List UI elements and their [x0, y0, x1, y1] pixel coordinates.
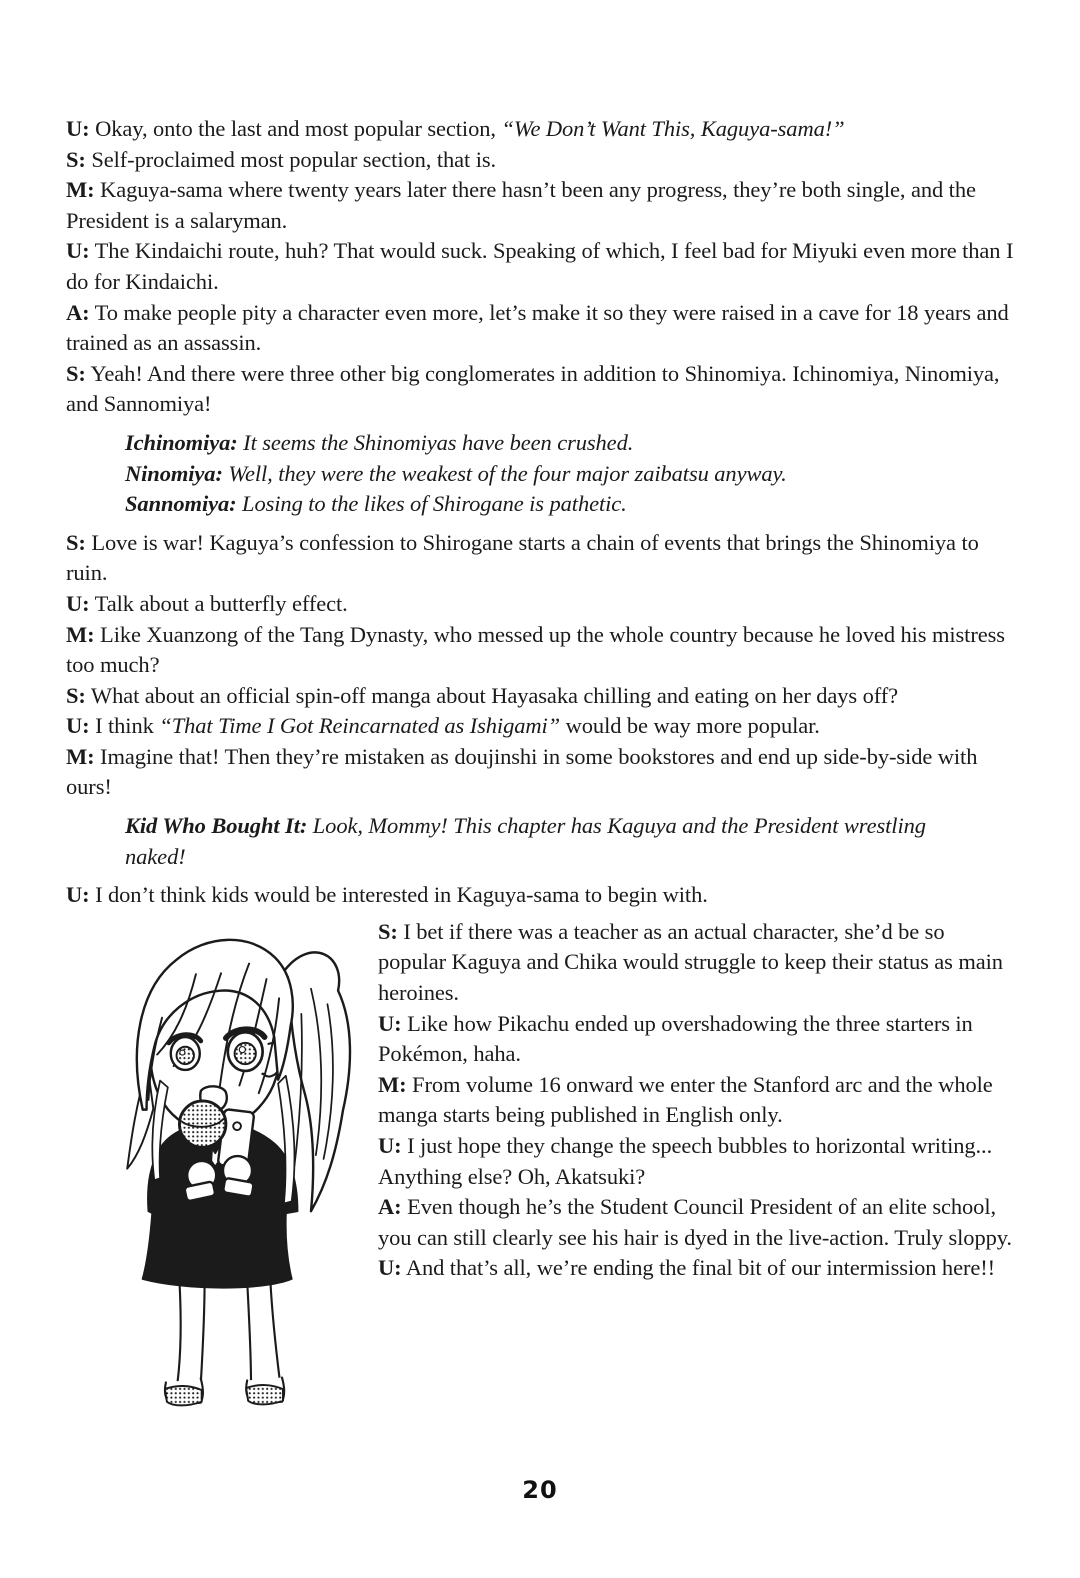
text-segment: S:	[378, 918, 398, 944]
text-segment: It seems the Shinomiyas have been crushed.	[237, 429, 634, 455]
dialogue-line	[66, 880, 1017, 911]
text-segment: “That Time I Got Reincarnated as Ishigami”	[159, 713, 561, 739]
text-segment: Kaguya-sama where twenty years later there hasn’t been any progress, they’re both single, and the President is a salaryman.	[66, 177, 976, 233]
text-segment: S:	[66, 529, 86, 555]
text-segment: Yeah! And there were three other big conglomerates in addition to Shinomiya. Ichinomiya, Ninomiya, and Sannomiya!	[66, 360, 1000, 417]
text-segment: S:	[66, 682, 86, 708]
dialogue-line	[66, 528, 1017, 589]
text-segment: Like how Pikachu ended up overshadowing the three starters in Pokémon, haha.	[378, 1010, 973, 1067]
text-segment: Look, Mommy! This chapter has Kaguya and the President wrestling naked!	[125, 813, 926, 869]
dialogue-line	[66, 742, 1017, 803]
dialogue-line	[66, 589, 1017, 620]
bottom-section	[66, 917, 1017, 1424]
dialogue-line	[66, 175, 1017, 236]
dialogue-line	[378, 1070, 1017, 1131]
text-segment: U:	[378, 1133, 402, 1158]
dialogue-line	[66, 298, 1017, 359]
dialogue-line	[378, 1131, 1017, 1192]
text-segment: From volume 16 onward we enter the Stanford arc and the whole manga starts being published in English only.	[378, 1071, 993, 1128]
dialogue-line	[66, 145, 1017, 176]
dialogue-line	[66, 236, 1017, 297]
text-segment: The Kindaichi route, huh? That would suck. Speaking of which, I feel bad for Miyuki even more than I do for Kindaichi.	[66, 238, 1014, 294]
illustration-cell	[66, 917, 378, 1424]
text-segment: Sannomiya:	[125, 491, 237, 517]
text-segment: Ninomiya:	[125, 460, 223, 486]
text-segment: U:	[66, 116, 90, 141]
text-segment: Like Xuanzong of the Tang Dynasty, who messed up the whole country because he loved his mistress too much?	[66, 621, 1005, 678]
dialogue-line	[378, 917, 1017, 1009]
text-segment: S:	[66, 146, 86, 172]
text-segment: U:	[66, 590, 90, 616]
text-segment: U:	[378, 1010, 402, 1036]
text-segment: Even though he’s the Student Council President of an elite school, you can still clearly see his hair is dyed in the live-action. Truly sloppy.	[378, 1194, 1012, 1250]
text-segment: Kid Who Bought It:	[125, 813, 308, 839]
text-segment: U:	[378, 1255, 402, 1281]
text-segment: Imagine that! Then they’re mistaken as doujinshi in some bookstores and end up side-by-side with ours!	[66, 743, 978, 800]
text-segment: Ichinomiya:	[125, 429, 238, 455]
transcript	[66, 114, 1017, 1424]
transcript-main	[66, 114, 1017, 911]
chibi-reporter-illustration	[104, 921, 370, 1424]
aside-line	[125, 428, 1017, 459]
transcript-bottom-column	[378, 917, 1017, 1284]
text-segment: “We Don’t Want This, Kaguya-sama!”	[501, 116, 845, 141]
dialogue-line	[378, 1009, 1017, 1070]
text-segment: I just hope they change the speech bubbles to horizontal writing... Anything else? Oh, Akatsuki?	[378, 1133, 993, 1189]
text-segment: I think	[89, 713, 160, 739]
text-segment: Well, they were the weakest of the four major zaibatsu anyway.	[222, 460, 787, 486]
text-segment: Talk about a butterfly effect.	[89, 590, 348, 616]
text-segment: And that’s all, we’re ending the final bit of our intermission here!!	[401, 1255, 996, 1281]
dialogue-line	[66, 711, 1017, 742]
text-segment: Okay, onto the last and most popular section,	[89, 116, 502, 141]
dialogue-line	[66, 681, 1017, 712]
dialogue-line	[66, 114, 1017, 145]
text-segment: What about an official spin-off manga about Hayasaka chilling and eating on her days off?	[85, 682, 899, 708]
text-segment: would be way more popular.	[560, 713, 820, 739]
text-segment: U:	[66, 882, 90, 908]
text-segment: To make people pity a character even more, let’s make it so they were raised in a cave for 18 years and trained as an assassin.	[66, 299, 1009, 356]
text-segment: S:	[66, 360, 86, 386]
text-segment: U:	[66, 238, 90, 264]
text-segment: I bet if there was a teacher as an actual character, she’d be so popular Kaguya and Chika would struggle to keep their status as main heroines.	[378, 918, 1003, 1006]
text-segment: I don’t think kids would be interested in Kaguya-sama to begin with.	[89, 882, 708, 908]
text-segment: M:	[66, 621, 95, 647]
text-segment: A:	[66, 299, 90, 325]
page-number: 20	[522, 1476, 558, 1504]
dialogue-line	[66, 359, 1017, 420]
text-segment: M:	[378, 1071, 407, 1097]
aside-line	[125, 489, 1017, 520]
text-segment: Love is war! Kaguya’s confession to Shirogane starts a chain of events that brings the Shinomiya to ruin.	[66, 529, 979, 586]
aside-line	[125, 459, 1017, 490]
dialogue-line	[66, 620, 1017, 681]
text-segment: M:	[66, 177, 95, 203]
aside-line	[125, 811, 1017, 872]
text-segment: U:	[66, 713, 90, 739]
dialogue-line	[378, 1192, 1017, 1253]
text-segment: M:	[66, 743, 95, 769]
text-segment: Losing to the likes of Shirogane is pathetic.	[236, 491, 627, 517]
dialogue-line	[378, 1253, 1017, 1284]
text-segment: A:	[378, 1194, 402, 1220]
skirt	[143, 1206, 292, 1287]
text-segment: Self-proclaimed most popular section, that is.	[85, 146, 497, 172]
